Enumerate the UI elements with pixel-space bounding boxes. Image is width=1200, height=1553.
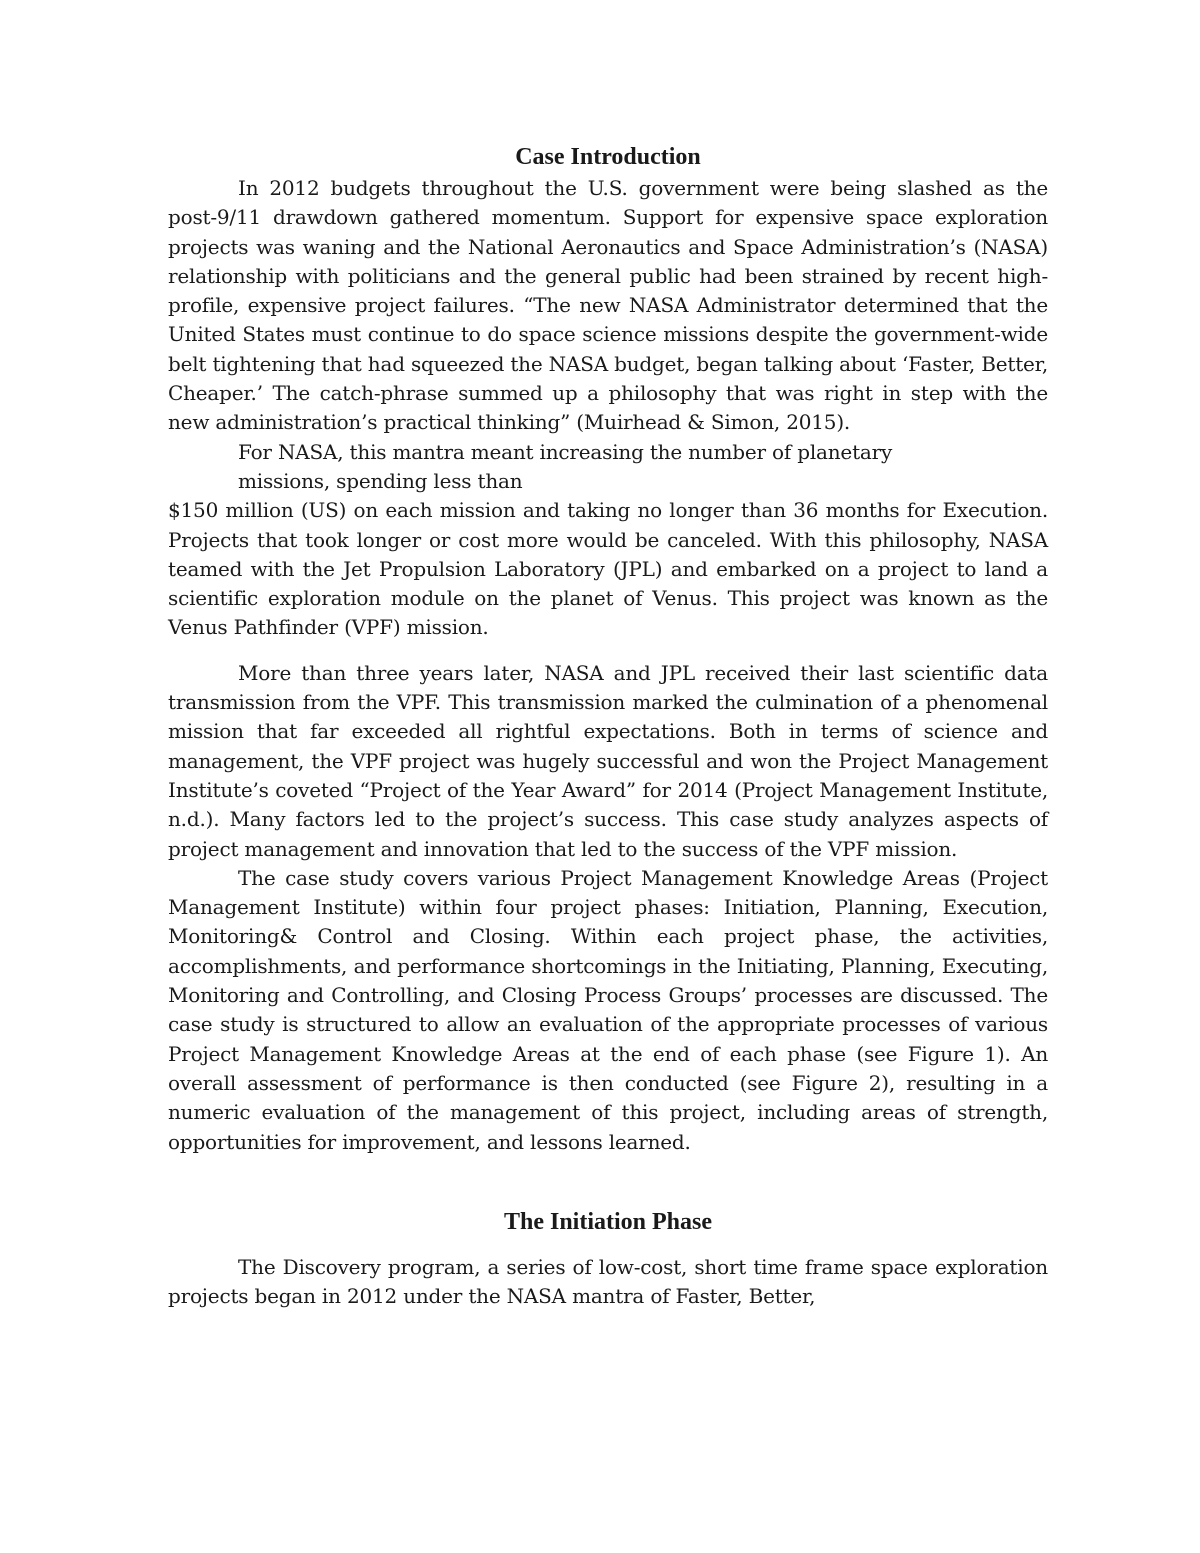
paragraph-mantra-line-2: missions, spending less than <box>238 468 523 493</box>
paragraph-discovery-program: The Discovery program, a series of low-cost, short time frame space exploration projects began in 2012 under the NASA mantra of Faster, Better, <box>168 1254 1048 1309</box>
paragraph-case-study-scope: The case study covers various Project Management Knowledge Areas (Project Management Institute) within four project phases: Initiation, Planning, Execution, Monitoring& Control and Closing. Within each project phase, the activities, accomplishments, and performance shortcomings in the Initiating, Planning, Executing, Monitoring and Controlling, and Closing Process Groups’ processes are discussed. The case study is structured to allow an evaluation of the appropriate processes of various Project Management Knowledge Areas at the end of each phase (see Figure 1). An overall assessment of performance is then conducted (see Figure 2), resulting in a numeric evaluation of the management of this project, including areas of strength, opportunities for improvement, and lessons learned. <box>168 865 1048 1154</box>
paragraph-budget-context: In 2012 budgets throughout the U.S. government were being slashed as the post-9/11 drawdown gathered momentum. Support for expensive space exploration projects was waning and the National Aeronautics and Space Administration’s (NASA) relationship with politicians and the general public had been strained by recent high-profile, expensive project failures. “The new NASA Administrator determined that the United States must continue to do space science missions despite the government-wide belt tightening that had squeezed the NASA budget, began talking about ‘Faster, Better, Cheaper.’ The catch-phrase summed up a philosophy that was right in step with the new administration’s practical thinking” (Muirhead & Simon, 2015). <box>168 176 1048 435</box>
section-heading-case-introduction: Case Introduction <box>515 144 701 170</box>
paragraph-mantra-body: $150 million (US) on each mission and taking no longer than 36 months for Execution. Projects that took longer or cost more would be canceled. With this philosophy, NASA teamed with the Jet Propulsion Laboratory (JPL) and embarked on a project to land a scientific exploration module on the planet of Venus. This project was known as the Venus Pathfinder (VPF) mission. <box>168 498 1048 640</box>
document-body <box>168 140 1048 1311</box>
paragraph-mantra-line-1: For NASA, this mantra meant increasing the number of planetary <box>238 439 893 464</box>
paragraph-mission-success: More than three years later, NASA and JPL received their last scientific data transmission from the VPF. This transmission marked the culmination of a phenomenal mission that far exceeded all rightful expectations. Both in terms of science and management, the VPF project was hugely successful and won the Project Management Institute’s coveted “Project of the Year Award” for 2014 (Project Management Institute, n.d.). Many factors led to the project’s success. This case study analyzes aspects of project management and innovation that led to the success of the VPF mission. <box>168 660 1048 861</box>
section-heading-initiation-phase: The Initiation Phase <box>503 1208 713 1235</box>
